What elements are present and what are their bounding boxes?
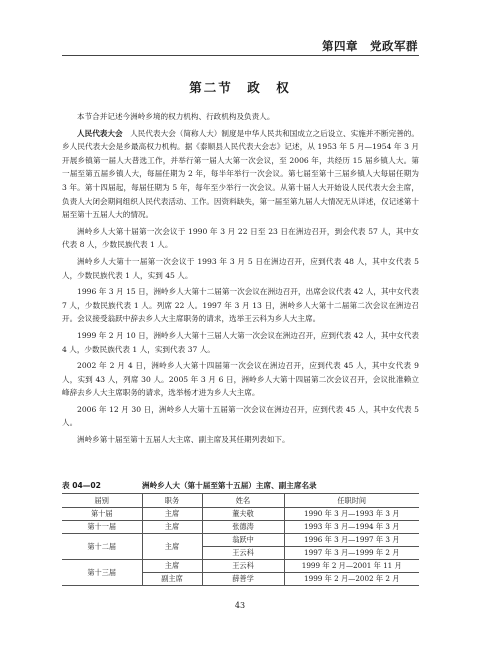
body-text bbox=[62, 110, 419, 450]
column-header-post: 职务 bbox=[142, 494, 202, 508]
paragraph bbox=[62, 359, 419, 400]
paragraph bbox=[62, 403, 419, 430]
paragraph-text: 洲岭乡人大第十一届第一次会议于 1993 年 3 月 5 日在洲边召开，应到代表 48 人，其中女代表 5 人，少数民族代表 1 人，实到 45 人。 bbox=[62, 256, 419, 280]
paragraph bbox=[62, 329, 419, 356]
cell-term: 第十三届 bbox=[62, 560, 142, 586]
table-row bbox=[62, 508, 419, 521]
paragraph-text: 1996 年 3 月 15 日，洲岭乡人大第十二届第一次会议在洲边召开，出席会议代表 42 人，其中女代表 7 人，少数民族代表 1 人。列席 22 人。1997 年 3 月 13 日，洲岭乡人大第十二届第二次会议在洲边召开。会议接受翁跃中辞去乡人大主席职务的请求，选举王云科为乡人大主席。 bbox=[62, 287, 419, 324]
chairman-roster-table bbox=[62, 493, 419, 586]
section-title: 第二节 政 权 bbox=[189, 80, 291, 95]
cell-name: 董夫敬 bbox=[202, 508, 284, 521]
cell-period: 1997 年 3 月—1999 年 2 月 bbox=[284, 547, 419, 560]
paragraph-text: 洲岭乡第十届至第十五届人大主席、副主席及其任期列表如下。 bbox=[77, 435, 290, 445]
paragraph-text: 2002 年 2 月 4 日，洲岭乡人大第十四届第一次会议在洲边召开，应到代表 45 人，其中女代表 9 人，实到 43 人，列席 30 人。2005 年 3 月 6 日，洲岭乡人大第十四届第二次会议召开，会议批准赖立峰辞去乡人大主席职务的请求，选举杨才进为乡人大主席。 bbox=[62, 361, 419, 398]
cell-period: 1990 年 3 月—1993 年 3 月 bbox=[284, 508, 419, 521]
cell-name: 翁跃中 bbox=[202, 534, 284, 547]
table-header-row bbox=[62, 494, 419, 508]
paragraph bbox=[62, 285, 419, 326]
table-title: 洲岭乡人大（第十届至第十五届）主席、副主席名录 bbox=[142, 481, 317, 490]
table-row bbox=[62, 534, 419, 547]
paragraph bbox=[62, 110, 419, 124]
paragraph-text: 1999 年 2 月 10 日，洲岭乡人大第十三届人大第一次会议在洲边召开，应到代表 42 人，其中女代表 4 人，少数民族代表 1 人，实到代表 37 人。 bbox=[62, 330, 419, 354]
table-row bbox=[62, 560, 419, 573]
cell-name: 王云科 bbox=[202, 547, 284, 560]
paragraph-text: 2006 年 12 月 30 日，洲岭乡人大第十五届第一次会议在洲边召开，应到代表 45 人，其中女代表 5 人。 bbox=[62, 404, 419, 428]
cell-post: 主席 bbox=[142, 521, 202, 534]
paragraph bbox=[62, 127, 419, 222]
cell-post: 主席 bbox=[142, 560, 202, 573]
cell-post: 主席 bbox=[142, 534, 202, 560]
cell-name: 薛善学 bbox=[202, 573, 284, 586]
cell-period: 1993 年 3 月—1994 年 3 月 bbox=[284, 521, 419, 534]
cell-post: 主席 bbox=[142, 508, 202, 521]
column-header-term: 届别 bbox=[62, 494, 142, 508]
paragraph-text: 洲岭乡人大第十届第一次会议于 1990 年 3 月 22 日至 23 日在洲边召开，到会代表 57 人，其中女代表 8 人，少数民族代表 1 人。 bbox=[62, 226, 419, 250]
page-number: 43 bbox=[234, 601, 246, 610]
cell-term: 第十一届 bbox=[62, 521, 142, 534]
cell-name: 王云科 bbox=[202, 560, 284, 573]
table-number: 表 04—02 bbox=[62, 481, 101, 490]
column-header-name: 姓名 bbox=[202, 494, 284, 508]
cell-period: 1999 年 2 月—2001 年 11 月 bbox=[284, 560, 419, 573]
paragraph-text: 本节合并记述今洲岭乡境的权力机构、行政机构及负责人。 bbox=[77, 112, 275, 121]
cell-period: 1996 年 3 月—1997 年 3 月 bbox=[284, 534, 419, 547]
table-row bbox=[62, 521, 419, 534]
chapter-title: 第四章 党政军群 bbox=[322, 39, 418, 53]
cell-name: 张德涛 bbox=[202, 521, 284, 534]
paragraph bbox=[62, 433, 419, 447]
header-rule bbox=[62, 55, 419, 56]
paragraph bbox=[62, 255, 419, 282]
cell-term: 第十二届 bbox=[62, 534, 142, 560]
cell-term: 第十届 bbox=[62, 508, 142, 521]
paragraph-lead: 人民代表大会 bbox=[77, 128, 123, 138]
cell-period: 1999 年 2 月—2002 年 2 月 bbox=[284, 573, 419, 586]
paragraph bbox=[62, 225, 419, 252]
column-header-period: 任职时间 bbox=[284, 494, 419, 508]
cell-post: 副主席 bbox=[142, 573, 202, 586]
paragraph-text: 人民代表大会（简称人大）制度是中华人民共和国成立之后设立、实施并不断完善的。乡人民代表大会是乡最高权力机构。据《泰顺县人民代表大会志》记述，从 1953 年 5 月—1954 年 3 月开展乡镇第一届人大普选工作，并举行第一届人大第一次会议，至 2006 年，共经历 15 届乡镇人大。第一届至第五届乡镇人大，每届任期为 2 年，每半年举行一次会议。第七届至第十三届乡镇人大每届任期为 3 年。第十四届起，每届任期为 5 年，每年至少举行一次会议。从第十届人大开始设人民代表大会主席，负责人大闭会期间组织人民代表活动、工作。因资料缺失，第一届至第九届人大情况无从详述，仅记述第十届至第十五届人大的情况。 bbox=[62, 128, 420, 220]
